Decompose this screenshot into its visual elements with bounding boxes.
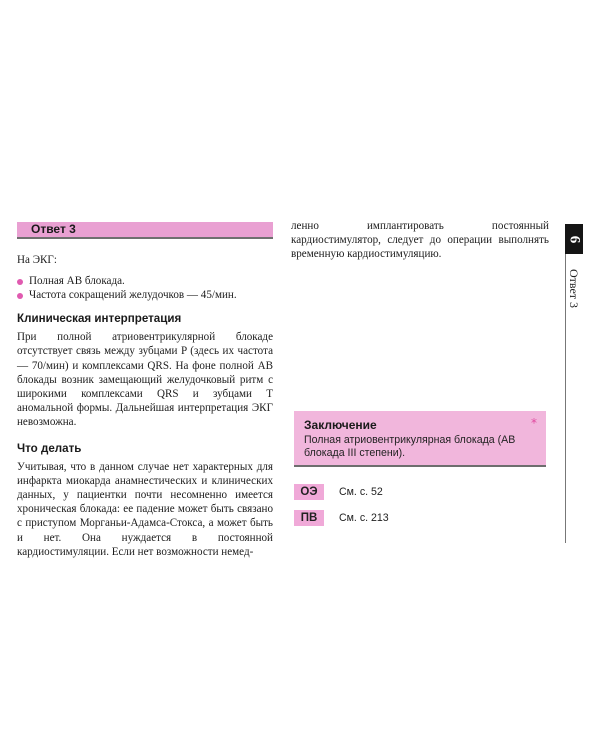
conclusion-box — [294, 411, 546, 467]
list-item: Частота сокращений желудочков — 45/мин. — [17, 289, 273, 303]
reference-tag: ОЭ — [294, 484, 324, 500]
conclusion-title: Заключение — [304, 418, 377, 432]
side-label — [565, 258, 583, 318]
list-item: Полная АВ блокада. — [17, 275, 273, 289]
ecg-findings-list — [17, 275, 273, 302]
star-icon: * — [531, 416, 537, 430]
chapter-number: 6 — [566, 235, 583, 243]
reference-tag: ПВ — [294, 510, 324, 526]
chapter-tab — [565, 224, 583, 254]
what-to-do-text: Учитывая, что в данном случае нет характерных для инфаркта миокарда анамнестических и клинических данных, у пациентки почти несомненно имеется хроническая блокада: ее падение может быть связано с приступом Морганьи-Адамса-Стокса, а может быть и нет. Она нуждается в постоянной кардиостимуляции. Если нет возможности немед- — [17, 460, 273, 558]
conclusion-text: Полная атриовентрикулярная блокада (АВ блокада III степени). — [304, 434, 516, 460]
answer-header — [17, 222, 273, 239]
reference-link[interactable]: См. с. 213 — [339, 512, 389, 524]
right-column — [291, 222, 549, 262]
reference-link[interactable]: См. с. 52 — [339, 486, 383, 498]
side-label-text: Ответ 3 — [567, 268, 582, 308]
interpretation-text: При полной атриовентрикулярной блокаде отсутствует связь между зубцами P (здесь их частота — 70/мин) и комплексами QRS. На фоне полной АВ блокады возник замещающий желудочковый ритм с широкими комплексами QRS и зубцами T аномальной формы. Дальнейшая интерпретация ЭКГ невозможна. — [17, 331, 273, 429]
left-column — [17, 222, 273, 559]
bullet-dot-icon — [17, 279, 23, 285]
answer-title: Ответ 3 — [31, 222, 76, 236]
interpretation-heading: Клиническая интерпретация — [17, 312, 182, 326]
bullet-dot-icon — [17, 293, 23, 299]
what-to-do-heading: Что делать — [17, 441, 82, 455]
ecg-label: На ЭКГ: — [17, 254, 57, 266]
what-to-do-continuation: ленно имплантировать постоянный кардиостимулятор, следует до операции выполнять временную кардиостимуляцию. — [291, 220, 549, 261]
